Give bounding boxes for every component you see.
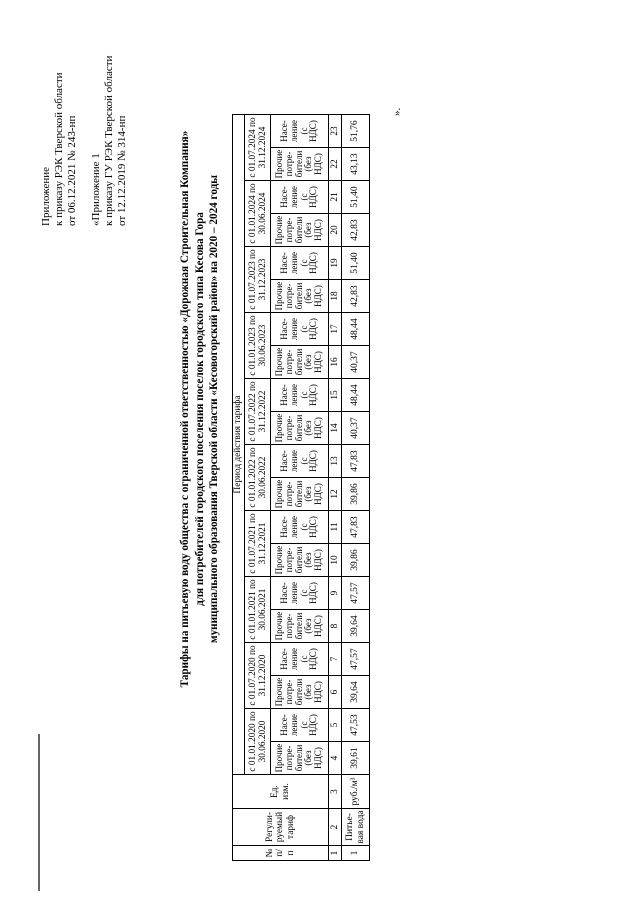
other-consumers-header: Прочие потре-бители (без НДС) xyxy=(271,280,329,313)
title-line-3: муниципального образования Тверской области «Кесовогорский район» на 2020 – 2024 годы xyxy=(208,174,220,644)
column-number-cell: 9 xyxy=(329,577,342,610)
tariff-value-cell: 39,86 xyxy=(342,544,370,577)
tariff-value-cell: 42,83 xyxy=(342,280,370,313)
tariff-value-cell: 39,64 xyxy=(342,610,370,643)
header-tariff-period: Период действия тарифа xyxy=(233,115,245,775)
tariff-value-cell: 48,44 xyxy=(342,313,370,346)
column-number-cell: 17 xyxy=(329,313,342,346)
closing-quote: ». xyxy=(391,107,403,116)
other-consumers-header: Прочие потре-бители (без НДС) xyxy=(271,610,329,643)
period-header-9: с 01.01.2024 по 30.06.2024 xyxy=(245,181,271,247)
column-number-cell: 18 xyxy=(329,280,342,313)
footnote-rule xyxy=(38,0,40,904)
tariff-value-cell: 47,83 xyxy=(342,445,370,478)
tariff-value-cell: 40,37 xyxy=(342,346,370,379)
column-number-cell: 4 xyxy=(329,742,342,775)
column-number-cell: 1 xyxy=(329,846,342,861)
tariff-value-cell: 42,83 xyxy=(342,214,370,247)
reference-title: «Приложение 1 xyxy=(90,153,102,226)
column-number-cell: 5 xyxy=(329,709,342,742)
other-consumers-header: Прочие потре-бители (без НДС) xyxy=(271,412,329,445)
header-unit: Ед. изм. xyxy=(233,775,329,809)
column-number-cell: 14 xyxy=(329,412,342,445)
appendix-order-line: к приказу РЭК Тверской области xyxy=(53,72,65,226)
consumer-type-row xyxy=(271,115,329,861)
period-header-4: с 01.07.2021 по 31.12.2021 xyxy=(245,511,271,577)
tariff-value-cell: 40,37 xyxy=(342,412,370,445)
period-header-6: с 01.07.2022 по 31.12.2022 xyxy=(245,379,271,445)
column-number-cell: 20 xyxy=(329,214,342,247)
column-number-cell: 15 xyxy=(329,379,342,412)
column-number-cell: 11 xyxy=(329,511,342,544)
period-header-8: с 01.07.2023 по 31.12.2023 xyxy=(245,247,271,313)
column-number-cell: 10 xyxy=(329,544,342,577)
appendix-order-date: от 06.12.2021 № 243-нп xyxy=(66,115,78,226)
period-header-2: с 01.07.2020 по 31.12.2020 xyxy=(245,643,271,709)
tariff-value-cell: 47,57 xyxy=(342,643,370,676)
period-row xyxy=(245,115,271,861)
tariff-value-cell: 47,53 xyxy=(342,709,370,742)
header-regulated-tariff: Регули-руемый тариф xyxy=(233,809,329,846)
document-title xyxy=(178,49,222,769)
column-number-cell: 22 xyxy=(329,148,342,181)
table-row xyxy=(342,115,370,861)
other-consumers-header: Прочие потре-бители (без НДС) xyxy=(271,346,329,379)
column-number-cell: 3 xyxy=(329,775,342,809)
tariff-value-cell: 51,40 xyxy=(342,181,370,214)
tariff-value-cell: 48,44 xyxy=(342,379,370,412)
appendix-header xyxy=(40,0,129,226)
other-consumers-header: Прочие потре-бители (без НДС) xyxy=(271,676,329,709)
period-header-1: с 01.01.2020 по 30.06.2020 xyxy=(245,709,271,775)
row-tariff-name: Питье-вая вода xyxy=(342,809,370,846)
tariff-table xyxy=(232,114,370,861)
column-number-cell: 13 xyxy=(329,445,342,478)
period-header-3: с 01.01.2021 по 30.06.2021 xyxy=(245,577,271,643)
reference-order-date: от 12.12.2019 № 314-нп xyxy=(116,115,128,226)
column-number-cell: 7 xyxy=(329,643,342,676)
column-number-cell: 6 xyxy=(329,676,342,709)
column-number-cell: 21 xyxy=(329,181,342,214)
other-consumers-header: Прочие потре-бители (без НДС) xyxy=(271,148,329,181)
column-number-cell: 8 xyxy=(329,610,342,643)
tariff-value-cell: 43,13 xyxy=(342,148,370,181)
tariff-value-cell: 39,86 xyxy=(342,478,370,511)
tariff-value-cell: 39,64 xyxy=(342,676,370,709)
appendix-reference xyxy=(90,0,129,226)
column-number-cell: 12 xyxy=(329,478,342,511)
period-header-7: с 01.01.2023 по 30.06.2023 xyxy=(245,313,271,379)
column-number-cell: 2 xyxy=(329,809,342,846)
population-header: Насе-ление (с НДС) xyxy=(271,181,329,214)
tariff-value-cell: 39,61 xyxy=(342,742,370,775)
population-header: Насе-ление (с НДС) xyxy=(271,115,329,148)
period-header-10: с 01.07.2024 по 31.12.2024 xyxy=(245,115,271,181)
reference-order-line: к приказу ГУ РЭК Тверской области xyxy=(103,55,115,226)
column-number-cell: 19 xyxy=(329,247,342,280)
row-number: 1 xyxy=(342,846,370,861)
period-header-5: с 01.01.2022 по 30.06.2022 xyxy=(245,445,271,511)
tariff-value-cell: 47,83 xyxy=(342,511,370,544)
other-consumers-header: Прочие потре-бители (без НДС) xyxy=(271,544,329,577)
column-number-cell: 16 xyxy=(329,346,342,379)
other-consumers-header: Прочие потре-бители (без НДС) xyxy=(271,742,329,775)
tariff-value-cell: 51,40 xyxy=(342,247,370,280)
population-header: Насе-ление (с НДС) xyxy=(271,577,329,610)
population-header: Насе-ление (с НДС) xyxy=(271,379,329,412)
population-header: Насе-ление (с НДС) xyxy=(271,709,329,742)
population-header: Насе-ление (с НДС) xyxy=(271,247,329,280)
population-header: Насе-ление (с НДС) xyxy=(271,445,329,478)
other-consumers-header: Прочие потре-бители (без НДС) xyxy=(271,478,329,511)
row-unit: руб./м³ xyxy=(342,775,370,809)
tariff-value-cell: 47,57 xyxy=(342,577,370,610)
other-consumers-header: Прочие потре-бители (без НДС) xyxy=(271,214,329,247)
population-header: Насе-ление (с НДС) xyxy=(271,313,329,346)
title-line-2: для потребителей городского поселения поселок городского типа Кесова Гора xyxy=(193,212,206,606)
population-header: Насе-ление (с НДС) xyxy=(271,643,329,676)
tariff-value-cell: 51,76 xyxy=(342,115,370,148)
title-line-1: Тарифы на питьевую воду общества с ограниченной ответственностью «Дорожная Строительная Компания» xyxy=(179,130,191,688)
column-number-row xyxy=(329,115,342,861)
appendix-title: Приложение xyxy=(40,166,52,226)
population-header: Насе-ление (с НДС) xyxy=(271,511,329,544)
column-number-cell: 23 xyxy=(329,115,342,148)
header-row-number: № п/п xyxy=(233,846,329,861)
